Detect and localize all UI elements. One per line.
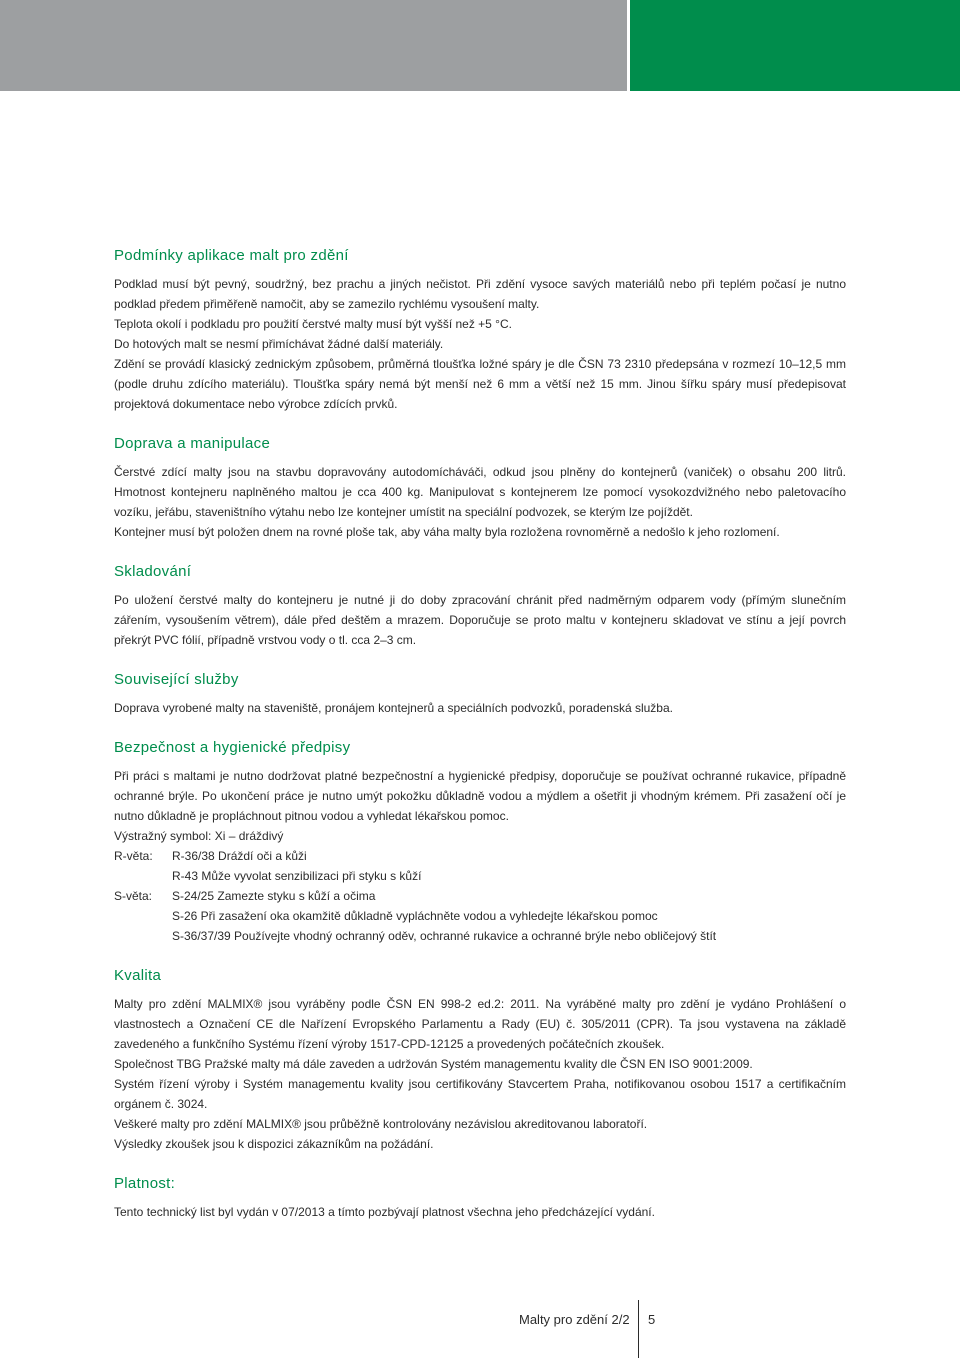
paragraph: Společnost TBG Pražské malty má dále zaveden a udržován Systém managementu kvality dle ČSN EN ISO 9001:2009.: [114, 1057, 753, 1071]
header-green-band: [630, 0, 960, 91]
paragraph: Systém řízení výroby i Systém managementu kvality jsou certifikovány Stavcertem Praha, notifikovanou osobou 1517 a certifikačním orgánem č. 3024.: [114, 1077, 846, 1111]
paragraph: Čerstvé zdící malty jsou na stavbu dopravovány autodomícháváči, odkud jsou plněny do kontejnerů (vaniček) o obsahu 200 litrů. Hmotnost kontejneru naplněného maltou je cca 400 kg. Manipulovat s kontejnerem lze pomocí vysokozdvižného nebo paletovacího vozíku, jeřábu, staveništního výtahu nebo lze kontejner umístit na speciální podvozek, se kterým lze pojíždět.: [114, 465, 846, 519]
section-skladovani: [114, 562, 846, 650]
footer-divider: [638, 1300, 639, 1358]
paragraph: Doprava vyrobené malty na staveniště, pronájem kontejnerů a speciálních podvozků, poradenská služba.: [114, 701, 673, 715]
paragraph: Zdění se provádí klasický zednickým způsobem, průměrná tloušťka ložné spáry je dle ČSN 73 2310 předepsána v rozmezí 10–12,5 mm (podle druhu zdícího materiálu). Tloušťka spáry nemá být menší než 6 mm a větší než 15 mm. Jinou šířku spáry musí předepisovat projektová dokumentace nebo výrobce zdících prvků.: [114, 357, 846, 411]
paragraph: Do hotových malt se nesmí přimíchávat žádné další materiály.: [114, 337, 444, 351]
s-phrase: S-36/37/39 Používejte vhodný ochranný oděv, ochranné rukavice a ochranné brýle nebo obličejový štít: [172, 929, 717, 943]
s-phrase: S-26 Při zasažení oka okamžitě důkladně vypláchněte vodou a vyhledejte lékařskou pomoc: [172, 909, 658, 923]
paragraph: Tento technický list byl vydán v 07/2013 a tímto pozbývají platnost všechna jeho předcházející vydání.: [114, 1205, 655, 1219]
section-platnost: [114, 1174, 846, 1222]
s-phrase-row: [114, 906, 846, 926]
paragraph: Po uložení čerstvé malty do kontejneru je nutné ji do doby zpracování chránit před nadměrným odparem vody (přímým slunečním zářením, vysoušením větrem), dále před deštěm a mrazem. Doporučuje se proto maltu v kontejneru skladovat ve stínu a její povrch překrýt PVC fólií, případně vrstvou vody o tl. cca 2–3 cm.: [114, 593, 846, 647]
section-bezpecnost: [114, 738, 846, 946]
section-kvalita: [114, 966, 846, 1154]
s-phrase-row: [114, 886, 846, 906]
section-title: Doprava a manipulace: [114, 435, 271, 452]
s-phrase: S-24/25 Zamezte styku s kůží a očima: [172, 889, 376, 903]
header-gray-band: [0, 0, 627, 91]
section-title: Skladování: [114, 563, 192, 580]
document-body: [114, 246, 846, 1242]
paragraph: Při práci s maltami je nutno dodržovat platné bezpečnostní a hygienické předpisy, doporučuje se používat ochranné rukavice, případně ochranné brýle. Po ukončení práce je nutno umýt pokožku důkladně vodou a mýdlem a ošetřit ji vhodným krémem. Při zasažení očí je nutno důkladně je propláchnout pitnou vodou a vyhledat lékařskou pomoc.: [114, 769, 846, 823]
paragraph: Podklad musí být pevný, soudržný, bez prachu a jiných nečistot. Při zdění vysoce savých materiálů nebo při teplém počasí je nutno podklad předem přiměřeně namočit, aby se zamezilo rychlému vysoušení malty.: [114, 277, 846, 311]
section-podminky: [114, 246, 846, 414]
section-sluzby: [114, 670, 846, 718]
paragraph: Kontejner musí být položen dnem na rovné ploše tak, aby váha malty byla rozložena rovnoměrně a nedošlo k jeho rozlomení.: [114, 525, 780, 539]
r-phrase-row: [114, 846, 846, 866]
section-title: Platnost:: [114, 1175, 176, 1192]
s-phrase-label: S-věta:: [114, 889, 153, 903]
section-title: Související služby: [114, 671, 239, 688]
section-title: Kvalita: [114, 967, 162, 984]
section-doprava: [114, 434, 846, 542]
r-phrase: R-36/38 Dráždí oči a kůži: [172, 849, 307, 863]
paragraph: Výsledky zkoušek jsou k dispozici zákazníkům na požádání.: [114, 1137, 434, 1151]
r-phrase-label: R-věta:: [114, 849, 153, 863]
s-phrase-row: [114, 926, 846, 946]
paragraph: Teplota okolí i podkladu pro použití čerstvé malty musí být vyšší než +5 °C.: [114, 317, 512, 331]
paragraph: Veškeré malty pro zdění MALMIX® jsou průběžně kontrolovány nezávislou akreditovanou laboratoří.: [114, 1117, 648, 1131]
r-phrase-row: [114, 866, 846, 886]
page-number: 5: [648, 1312, 656, 1327]
r-phrase: R-43 Může vyvolat senzibilizaci při styku s kůží: [172, 869, 422, 883]
footer-title: Malty pro zdění 2/2: [519, 1312, 630, 1327]
section-title: Bezpečnost a hygienické předpisy: [114, 739, 351, 756]
paragraph: Malty pro zdění MALMIX® jsou vyráběny podle ČSN EN 998-2 ed.2: 2011. Na vyráběné malty pro zdění je vydáno Prohlášení o vlastnostech a Označení CE dle Nařízení Evropského Parlamentu a Rady (EU) č. 305/2011 (CPR). Ta jsou vystavena na základě zavedeného a funkčního Systému řízení výroby 1517-CPD-12125 a provedených počátečních zkoušek.: [114, 997, 846, 1051]
section-title: Podmínky aplikace malt pro zdění: [114, 247, 349, 264]
warning-symbol: Výstražný symbol: Xi – dráždivý: [114, 829, 284, 843]
